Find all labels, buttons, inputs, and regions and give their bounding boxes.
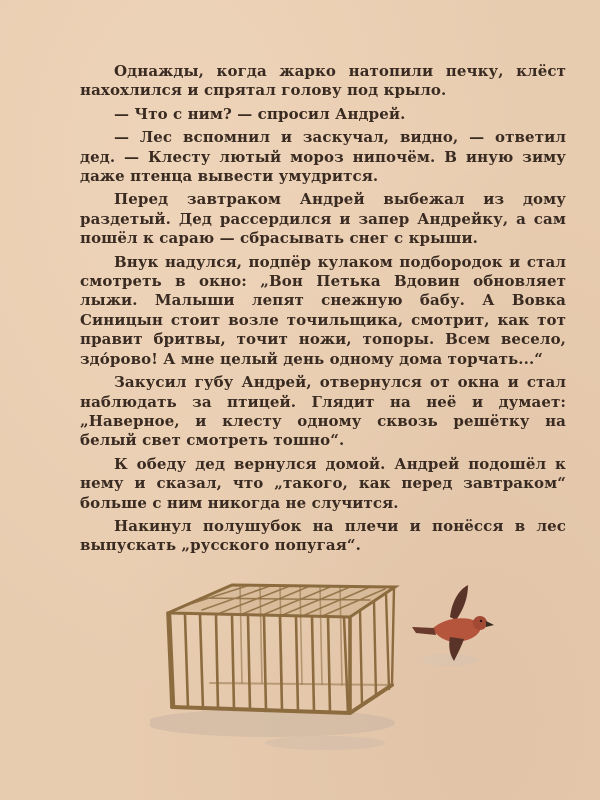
snow-patch [422,654,478,666]
bird-beak [486,621,494,627]
cage-base-back [210,683,392,685]
bird-back-wing [450,585,468,620]
paragraph-8: Накинул полушубок на плечи и понёсся в лес выпускать „русского попугая“. [80,516,566,555]
bird-head [473,616,487,630]
cage-shadow [150,709,395,737]
paragraph-5: Внук надулся, подпёр кулаком подбородок и стал смотреть в окно: „Вон Петька Вдовин обновляет лыжи. Малыши лепят снежную бабу. А Вовка Синицын стоит возле точильщика, смотрит, как тот правит бритвы, точит ножи, топоры. Всем весело, здо́рово! А мне целый день одному дома торчать...“ [80,252,566,368]
paragraph-1: Однажды, когда жарко натопили печку, клёст нахохлился и спрятал голову под крыло. [80,62,566,100]
paragraph-4: Перед завтраком Андрей выбежал из дому раздетый. Дед рассердился и запер Андрейку, а сам пошёл к сараю — сбрасывать снег с крыши. [80,190,566,248]
cage-corner-posts [168,613,350,713]
paragraph-2: — Что с ним? — спросил Андрей. [114,104,406,123]
cage-and-bird-illustration [150,565,510,760]
cage [168,585,395,713]
bird-tail [412,627,436,635]
paragraph-7: К обеду дед вернулся домой. Андрей подошёл к нему и сказал, что „такого, как перед завтраком“ больше с ним никогда не случится. [80,454,566,512]
paragraph-3: — Лес вспомнил и заскучал, видно, — ответил дед. — Клесту лютый мороз нипочём. В иную зиму даже птенца вывести умудрится. [80,128,566,186]
cage-shadow-light [265,736,385,750]
bird-eye [480,620,482,622]
crossbill-bird-icon [412,585,494,661]
paragraph-6: Закусил губу Андрей, отвернулся от окна и стал наблюдать за птицей. Глядит на неё и думает: „Наверное, и клесту одному сквозь решётку на белый свет смотреть тошно“. [80,373,566,450]
story-text [80,62,566,556]
